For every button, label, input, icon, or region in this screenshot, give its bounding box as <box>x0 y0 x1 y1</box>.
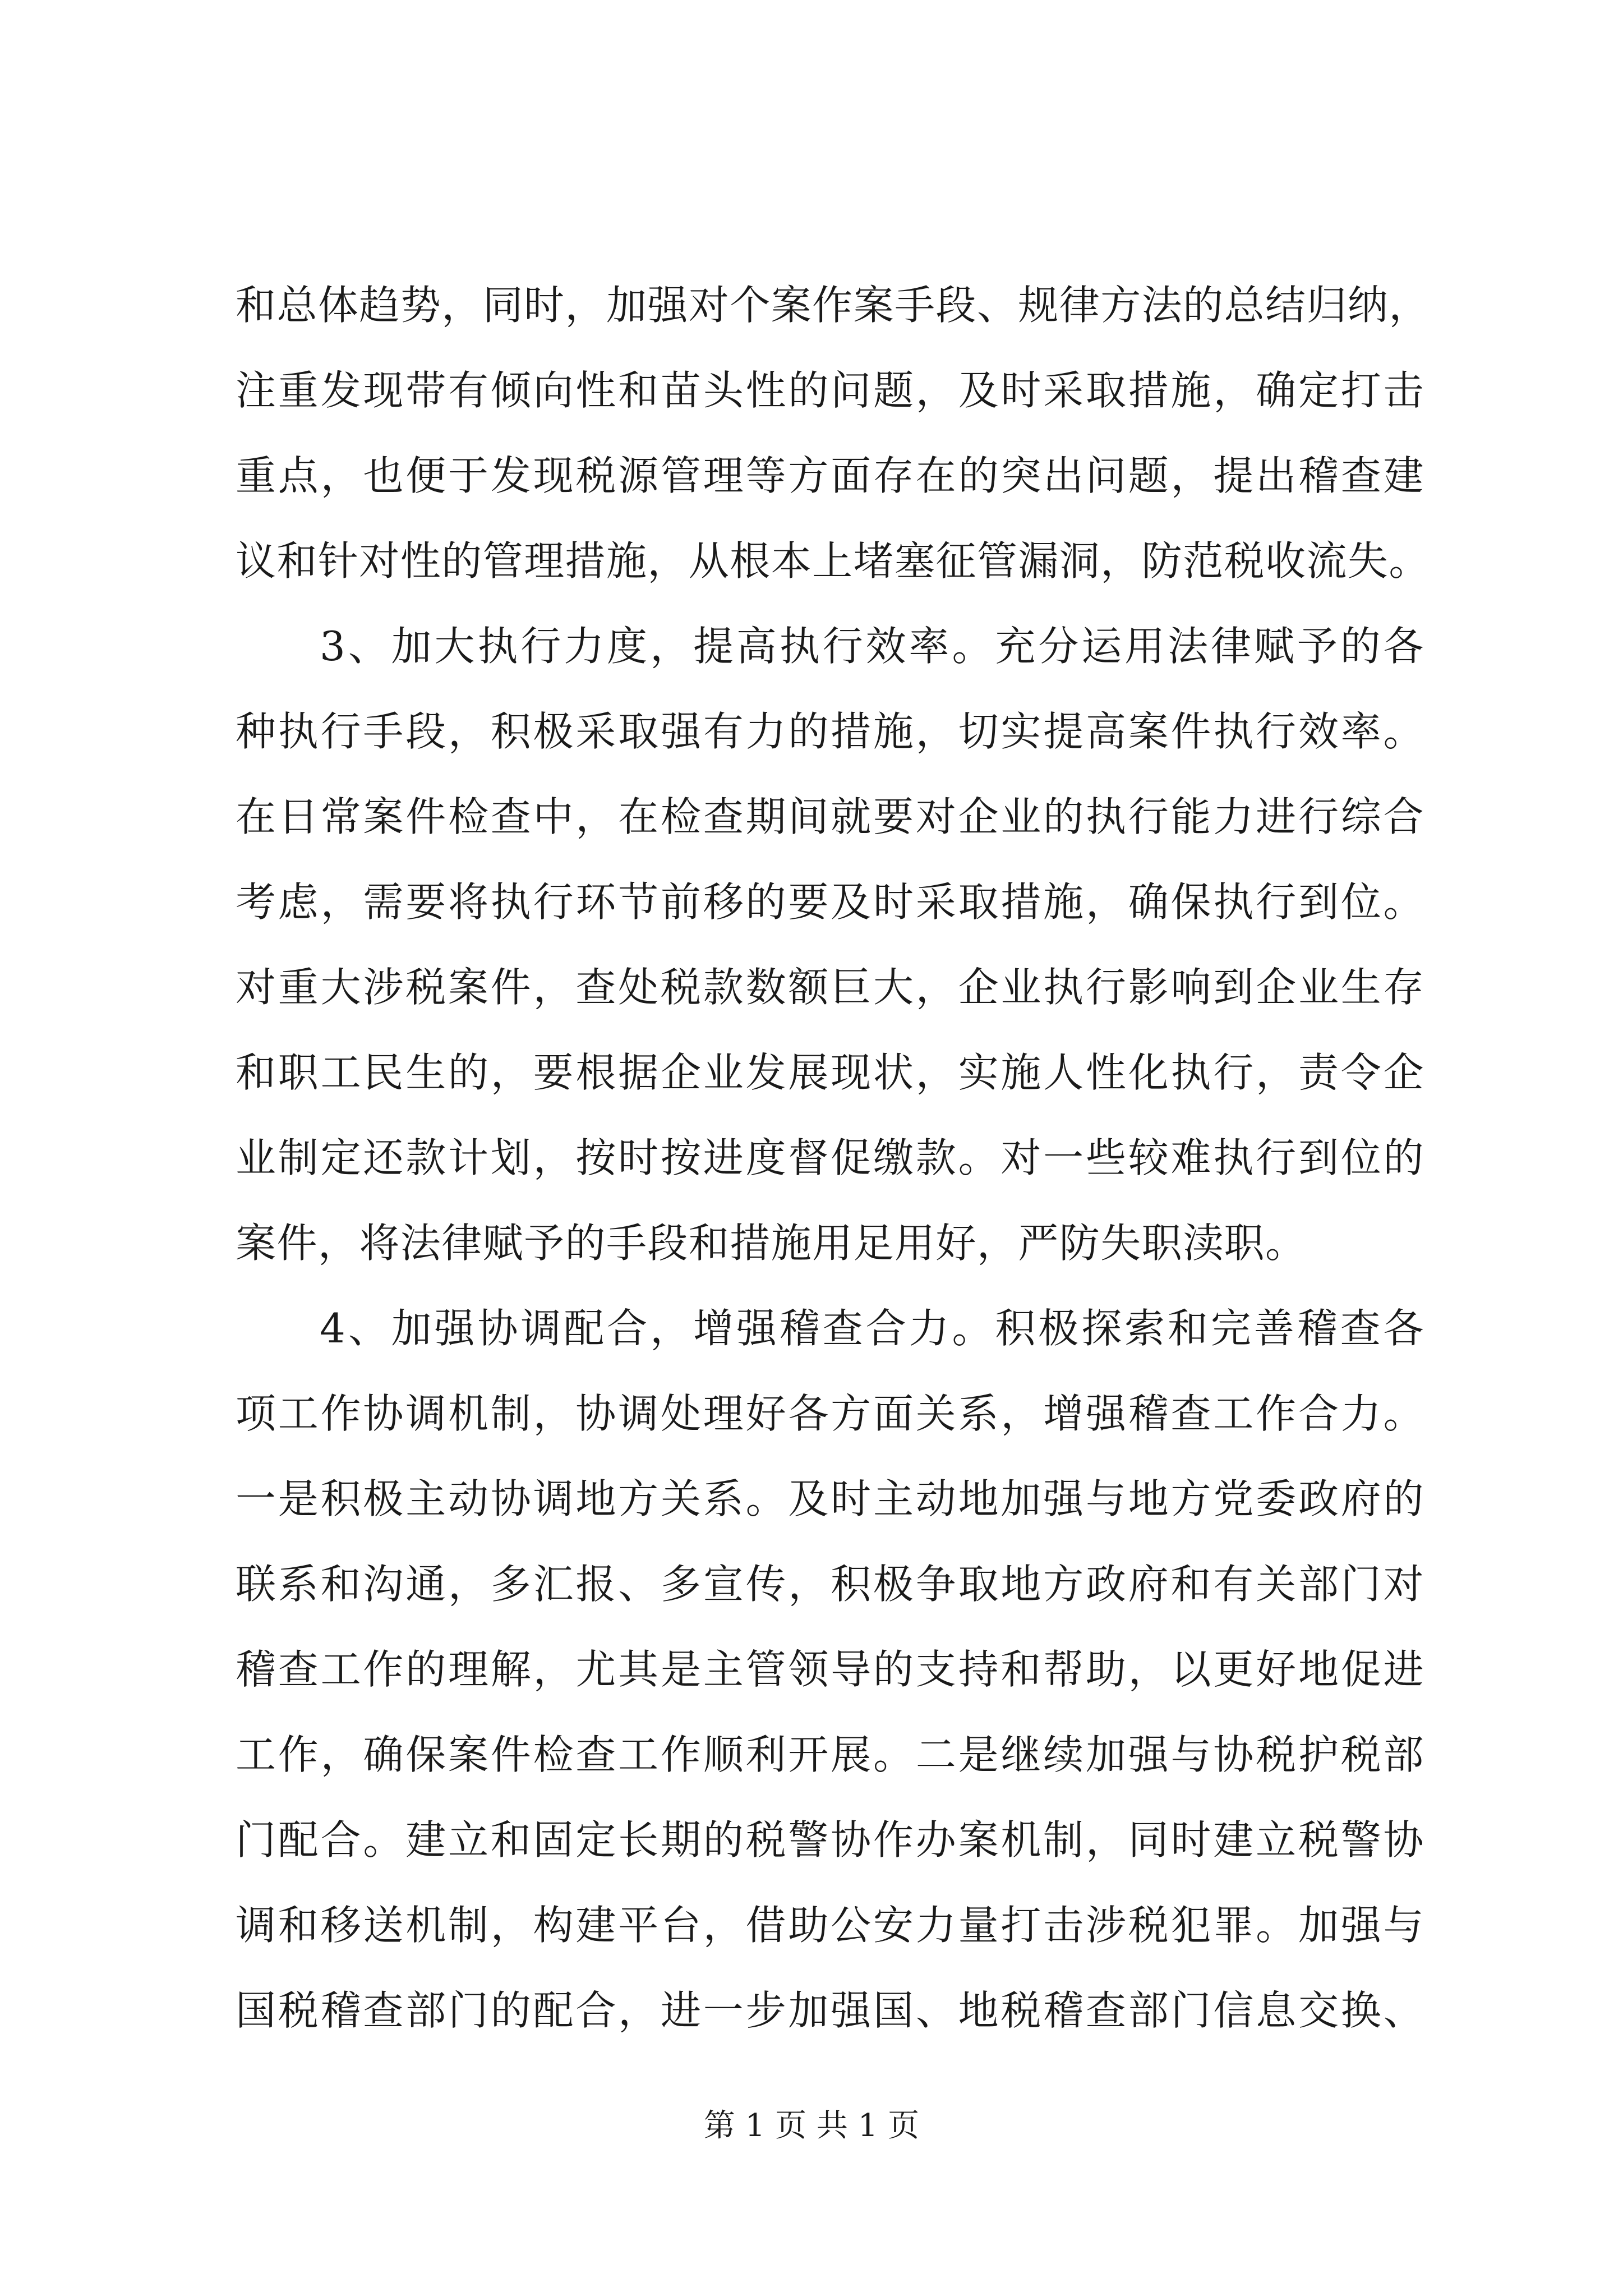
text-line: 和职工民生的，要根据企业发展现状，实施人性化执行，责令企 <box>236 1049 1424 1096</box>
paragraph-start-line: 4、加强协调配合，增强稽查合力。积极探索和完善稽查各 <box>320 1305 1424 1352</box>
text-line: 重点，也便于发现税源管理等方面存在的突出问题，提出稽查建 <box>236 452 1424 499</box>
text-line: 对重大涉税案件，查处税款数额巨大，企业执行影响到企业生存 <box>236 964 1424 1011</box>
page-footer: 第 1 页 共 1 页 <box>703 2108 920 2144</box>
text-line: 注重发现带有倾向性和苗头性的问题，及时采取措施，确定打击 <box>236 367 1424 414</box>
text-line: 稽查工作的理解，尤其是主管领导的支持和帮助，以更好地促进 <box>236 1646 1424 1693</box>
text-line: 和总体趋势，同时，加强对个案作案手段、规律方法的总结归纳， <box>236 282 1430 329</box>
text-line: 考虑，需要将执行环节前移的要及时采取措施，确保执行到位。 <box>236 878 1424 926</box>
text-line: 业制定还款计划，按时按进度督促缴款。对一些较难执行到位的 <box>236 1134 1424 1181</box>
text-line: 门配合。建立和固定长期的税警协作办案机制，同时建立税警协 <box>236 1816 1424 1864</box>
paragraph-start-line: 3、加大执行力度，提高执行效率。充分运用法律赋予的各 <box>320 623 1424 670</box>
text-line: 调和移送机制，构建平台，借助公安力量打击涉税犯罪。加强与 <box>236 1902 1424 1949</box>
text-line: 项工作协调机制，协调处理好各方面关系，增强稽查工作合力。 <box>236 1390 1424 1437</box>
paragraph-end-line: 案件，将法律赋予的手段和措施用足用好，严防失职渎职。 <box>236 1220 1307 1267</box>
text-line: 种执行手段，积极采取强有力的措施，切实提高案件执行效率。 <box>236 708 1424 755</box>
text-line: 国税稽查部门的配合，进一步加强国、地税稽查部门信息交换、 <box>236 1987 1424 2034</box>
text-line: 议和针对性的管理措施，从根本上堵塞征管漏洞，防范税收流失。 <box>236 537 1430 585</box>
text-line: 一是积极主动协调地方关系。及时主动地加强与地方党委政府的 <box>236 1475 1424 1522</box>
document-body <box>236 263 1430 2053</box>
text-line: 工作，确保案件检查工作顺利开展。二是继续加强与协税护税部 <box>236 1731 1424 1778</box>
text-line: 联系和沟通，多汇报、多宣传，积极争取地方政府和有关部门对 <box>236 1561 1424 1608</box>
text-line: 在日常案件检查中，在检查期间就要对企业的执行能力进行综合 <box>236 793 1424 840</box>
